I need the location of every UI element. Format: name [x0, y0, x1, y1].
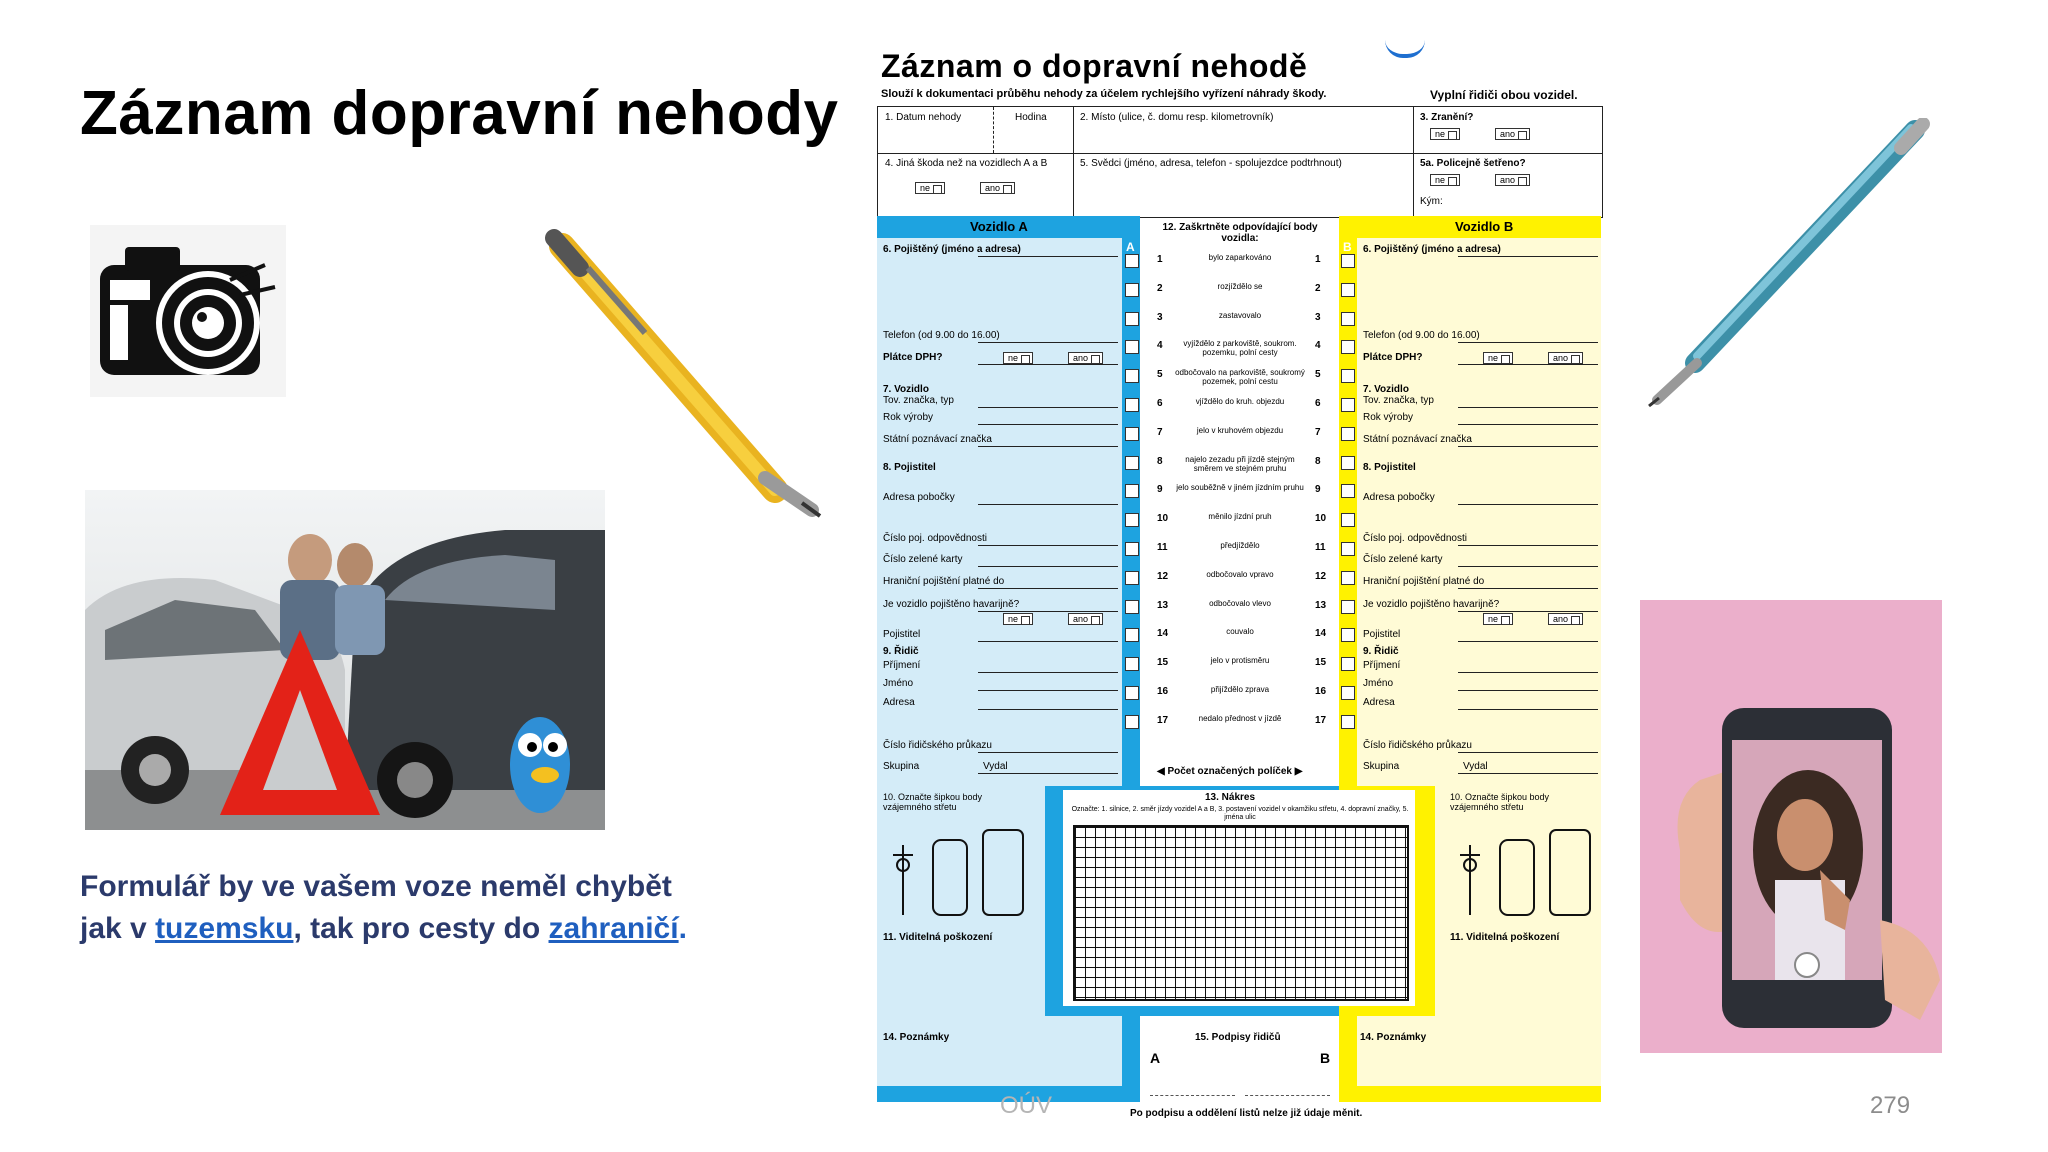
event-number-right: 16 — [1315, 686, 1327, 697]
event-checkbox-a[interactable] — [1125, 715, 1139, 729]
a-field-platce-dph: Plátce DPH? — [883, 352, 943, 363]
a-field-spz: Státní poznávací značka — [883, 434, 992, 445]
event-label: couvalo — [1226, 627, 1254, 637]
event-label: předjíždělo — [1220, 541, 1260, 550]
field-policie: 5a. Policejně šetřeno? — [1420, 158, 1526, 169]
event-number-right: 15 — [1315, 657, 1327, 669]
b-input-line[interactable] — [1458, 407, 1598, 408]
a-field-skupina: Skupina — [883, 761, 920, 772]
a-f10: 10. Označte šipkou body vzájemného střetu — [883, 792, 983, 812]
b-input-line[interactable] — [1458, 709, 1598, 710]
field-svedci: 5. Svědci (jméno, adresa, telefon - spolujezdce podtrhnout) — [1080, 158, 1342, 169]
event-number-left: 9 — [1157, 484, 1163, 496]
event-checkbox-a[interactable] — [1125, 312, 1139, 326]
event-number-right: 8 — [1315, 455, 1321, 467]
event-checkbox-b[interactable] — [1341, 398, 1355, 412]
form-subtitle: Slouží k dokumentaci průběhu nehody za účelem rychlejšího vyřízení náhrady škody. — [881, 88, 1327, 100]
a-field-f6: 6. Pojištěný (jméno a adresa) — [883, 244, 1021, 255]
event-checkbox-b[interactable] — [1341, 312, 1355, 326]
b-havarijne-ne[interactable]: ne — [1483, 613, 1513, 625]
a-input-line[interactable] — [978, 424, 1118, 425]
bottom-note: Po podpisu a oddělení listů nelze již údaje měnit. — [1130, 1108, 1363, 1119]
field-zraneni: 3. Zranění? — [1420, 112, 1474, 123]
field-datum: 1. Datum nehody — [885, 112, 962, 123]
zraneni-ne[interactable]: ne — [1430, 128, 1460, 140]
footer-label: OÚV — [1000, 1092, 1053, 1119]
b-input-line[interactable] — [1458, 545, 1598, 546]
event-label: odbočovalo vpravo — [1206, 569, 1274, 579]
b-field-prijmeni: Příjmení — [1363, 660, 1401, 671]
b-field-spz: Státní poznávací značka — [1363, 434, 1472, 445]
b-field-adresa: Adresa — [1363, 697, 1395, 708]
accident-report-form — [875, 40, 1605, 1135]
a-field-f8: 8. Pojistitel — [883, 462, 936, 473]
field-misto: 2. Místo (ulice, č. domu resp. kilometrovník) — [1080, 112, 1274, 123]
b-input-line[interactable] — [1458, 690, 1598, 691]
event-number-left: 10 — [1157, 513, 1169, 525]
b-field-telefon: Telefon (od 9.00 do 16.00) — [1363, 330, 1480, 341]
event-checkbox-a[interactable] — [1125, 369, 1139, 383]
b-input-line[interactable] — [1458, 588, 1598, 589]
b-input-line[interactable] — [1458, 611, 1598, 612]
event-checkbox-b[interactable] — [1341, 369, 1355, 383]
a-strip-lower — [1122, 1016, 1140, 1102]
event-number-left: 1 — [1157, 254, 1163, 265]
a-f14: 14. Poznámky — [883, 1032, 950, 1043]
event-checkbox-b[interactable] — [1341, 340, 1355, 354]
b-field-adresa-pobocky: Adresa pobočky — [1363, 492, 1435, 503]
a-input-line[interactable] — [978, 364, 1118, 365]
strip-letter-b: B — [1343, 240, 1352, 254]
event-checkbox-a[interactable] — [1125, 600, 1139, 614]
a-input-line[interactable] — [978, 545, 1118, 546]
a-platce_dph-ne[interactable]: ne — [1003, 352, 1033, 364]
event-checkbox-b[interactable] — [1341, 513, 1355, 527]
event-checkbox-b[interactable] — [1341, 283, 1355, 297]
a-input-line[interactable] — [978, 641, 1118, 642]
b-input-line[interactable] — [1458, 504, 1598, 505]
event-number-left: 17 — [1157, 714, 1169, 726]
event-number-left: 2 — [1157, 282, 1163, 294]
event-checkbox-a[interactable] — [1125, 657, 1139, 671]
event-number-left: 5 — [1157, 369, 1163, 381]
policie-ano[interactable]: ano — [1495, 174, 1530, 186]
event-checkbox-b[interactable] — [1341, 427, 1355, 441]
event-number-right: 13 — [1315, 599, 1327, 611]
b-havarijne-ano[interactable]: ano — [1548, 613, 1583, 625]
event-label: jelo v protisměru — [1210, 656, 1270, 666]
b-field-f9: 9. Řidič — [1363, 646, 1399, 657]
vehicle-a-column — [877, 216, 1122, 828]
vehicle-b-column — [1357, 216, 1601, 828]
signature-a-label: A — [1150, 1050, 1161, 1066]
b-field-pojistitel: Pojistitel — [1363, 629, 1401, 640]
b-input-line[interactable] — [1458, 256, 1598, 257]
field-kym: Kým: — [1420, 196, 1443, 207]
slide-note — [80, 866, 720, 950]
b-field-f6: 6. Pojištěný (jméno a adresa) — [1363, 244, 1501, 255]
a-input-line[interactable] — [978, 690, 1118, 691]
b-field-tov-znacka: Tov. značka, typ — [1363, 395, 1434, 406]
event-number-right: 4 — [1315, 340, 1321, 352]
b-field-f7: 7. Vozidlo — [1363, 384, 1409, 395]
event-number-right: 11 — [1315, 542, 1326, 553]
event-label: odbočovalo na parkoviště, soukromý pozemek, polní cestu — [1175, 368, 1305, 387]
a-field-telefon: Telefon (od 9.00 do 16.00) — [883, 330, 1000, 341]
b-vehicle-outlines — [1450, 825, 1600, 920]
event-checkbox-b[interactable] — [1341, 657, 1355, 671]
a-input-line[interactable] — [978, 672, 1118, 673]
camera-icon — [90, 225, 286, 397]
event-number-right: 7 — [1315, 426, 1321, 438]
event-checkbox-b[interactable] — [1341, 628, 1355, 642]
form-subtitle-right: Vyplní řidiči obou vozidel. — [1430, 88, 1578, 102]
b-input-line[interactable] — [1458, 446, 1598, 447]
a-platce_dph-ano[interactable]: ano — [1068, 352, 1103, 364]
a-field-tov-znacka: Tov. značka, typ — [883, 395, 954, 406]
event-checkbox-b[interactable] — [1341, 600, 1355, 614]
signatures-title: 15. Podpisy řidičů — [1195, 1032, 1281, 1043]
selfie-phone-photo — [1640, 600, 1942, 1053]
yellow-pen-icon — [540, 228, 830, 518]
b-field-rok: Rok výroby — [1363, 412, 1414, 423]
event-number-right: 1 — [1315, 254, 1321, 265]
b-field-havarijne: Je vozidlo pojištěno havarijně? — [1363, 599, 1500, 610]
event-label: jelo souběžně v jiném jízdním pruhu — [1176, 483, 1304, 493]
event-label: zastavovalo — [1218, 310, 1262, 320]
a-input-line[interactable] — [978, 566, 1118, 567]
a-input-line[interactable] — [978, 342, 1118, 343]
event-number-left: 13 — [1157, 599, 1169, 611]
a-input-line[interactable] — [978, 588, 1118, 589]
event-number-left: 11 — [1157, 542, 1168, 553]
event-number-left: 6 — [1157, 398, 1163, 409]
b-platce_dph-ano[interactable]: ano — [1548, 352, 1583, 364]
event-number-left: 3 — [1157, 311, 1163, 323]
b-input-line[interactable] — [1458, 641, 1598, 642]
b-field-platce-dph: Plátce DPH? — [1363, 352, 1423, 363]
a-input-line[interactable] — [978, 773, 1118, 774]
sketch-title: 13. Nákres — [1205, 792, 1256, 803]
event-checkbox-b[interactable] — [1341, 484, 1355, 498]
b-input-line[interactable] — [1458, 566, 1598, 567]
b-bottom-bar — [1357, 1086, 1601, 1102]
b-field-cislo-poj: Číslo poj. odpovědnosti — [1363, 533, 1467, 544]
a-field-ridicsky: Číslo řidičského průkazu — [883, 740, 992, 751]
event-label: odbočovalo vlevo — [1209, 598, 1271, 608]
a-havarijne-ne[interactable]: ne — [1003, 613, 1033, 625]
vehicle-b-title: Vozidlo B — [1455, 219, 1514, 234]
event-number-right: 5 — [1315, 369, 1321, 381]
field-skoda: 4. Jiná škoda než na vozidlech A a B — [885, 158, 1048, 169]
b-field-skupina: Skupina — [1363, 761, 1400, 772]
event-checkbox-b[interactable] — [1341, 456, 1355, 470]
link-zahranici[interactable]: zahraničí — [548, 912, 679, 945]
slide-title: Záznam dopravní nehody — [80, 79, 839, 148]
page-number: 279 — [1870, 1092, 1911, 1119]
event-checkbox-a[interactable] — [1125, 542, 1139, 556]
b-input-line[interactable] — [1458, 773, 1598, 774]
sketch-hint: Označte: 1. silnice, 2. směr jízdy vozidel A a B, 3. postavení vozidel v okamžiku střetu, 4. dopravní značky, 5. jména ulic — [1071, 806, 1409, 821]
section12-title: 12. Zaškrtněte odpovídající body vozidla: — [1162, 222, 1318, 244]
event-number-right: 6 — [1315, 398, 1321, 409]
event-checkbox-a[interactable] — [1125, 254, 1139, 268]
pocet-oznacenych: ◀ Počet označených políček ▶ — [1157, 766, 1303, 777]
sketch-grid[interactable] — [1073, 825, 1409, 1001]
event-number-left: 7 — [1157, 426, 1163, 438]
b-field-f8: 8. Pojistitel — [1363, 462, 1416, 473]
vehicle-a-title: Vozidlo A — [970, 219, 1028, 234]
b-input-line[interactable] — [1458, 752, 1598, 753]
signature-b-label: B — [1320, 1050, 1331, 1066]
event-checkbox-a[interactable] — [1125, 513, 1139, 527]
blue-pen-icon — [1645, 118, 1935, 408]
event-number-right: 14 — [1315, 628, 1327, 640]
event-number-left: 4 — [1157, 340, 1163, 352]
a-input-line[interactable] — [978, 446, 1118, 447]
note-text-3: . — [678, 912, 687, 945]
a-field-vydal: Vydal — [983, 761, 1008, 772]
field-hodina: Hodina — [1015, 112, 1047, 123]
event-label: bylo zaparkováno — [1208, 253, 1272, 262]
event-checkbox-a[interactable] — [1125, 628, 1139, 642]
a-havarijne-ano[interactable]: ano — [1068, 613, 1103, 625]
b-input-line[interactable] — [1458, 364, 1598, 365]
event-checkbox-a[interactable] — [1125, 398, 1139, 412]
note-text-1: Formulář by ve vašem voze neměl chybět jak v — [80, 870, 672, 945]
event-label: vjíždělo do kruh. objezdu — [1195, 397, 1285, 406]
b-field-ridicsky: Číslo řidičského průkazu — [1363, 740, 1472, 751]
event-checkbox-a[interactable] — [1125, 484, 1139, 498]
a-input-line[interactable] — [978, 611, 1118, 612]
a-field-hranicni: Hraniční pojištění platné do — [883, 576, 1005, 587]
a-input-line[interactable] — [978, 709, 1118, 710]
event-number-left: 15 — [1157, 657, 1169, 669]
a-input-line[interactable] — [978, 407, 1118, 408]
a-input-line[interactable] — [978, 752, 1118, 753]
car-accident-photo — [85, 490, 605, 830]
event-number-left: 12 — [1157, 570, 1169, 582]
a-field-jmeno: Jméno — [883, 678, 914, 689]
b-input-line[interactable] — [1458, 342, 1598, 343]
a-field-adresa: Adresa — [883, 697, 915, 708]
event-label: nedalo přednost v jízdě — [1198, 713, 1282, 723]
b-f14: 14. Poznámky — [1360, 1032, 1427, 1043]
a-field-prijmeni: Příjmení — [883, 660, 921, 671]
b-field-hranicni: Hraniční pojištění platné do — [1363, 576, 1485, 587]
event-number-right: 3 — [1315, 311, 1321, 323]
a-field-zelena-karta: Číslo zelené karty — [883, 554, 963, 565]
event-label: přijíždělo zprava — [1210, 685, 1270, 694]
b-f10: 10. Označte šipkou body vzájemného střetu — [1450, 792, 1550, 812]
strip-letter-a: A — [1126, 240, 1135, 254]
event-label: jelo v kruhovém objezdu — [1196, 425, 1284, 435]
event-checkbox-b[interactable] — [1341, 686, 1355, 700]
zraneni-ano[interactable]: ano — [1495, 128, 1530, 140]
link-tuzemsku[interactable]: tuzemsku — [155, 912, 294, 945]
event-number-right: 9 — [1315, 484, 1321, 496]
b-f11: 11. Viditelná poškození — [1450, 932, 1560, 943]
event-number-right: 2 — [1315, 282, 1321, 294]
b-field-vydal: Vydal — [1463, 761, 1488, 772]
a-field-rok: Rok výroby — [883, 412, 934, 423]
pocet-label: Počet označených políček — [1167, 766, 1292, 777]
a-input-line[interactable] — [978, 256, 1118, 257]
signature-b-line[interactable] — [1245, 1095, 1330, 1097]
event-number-left: 16 — [1157, 686, 1169, 697]
event-checkbox-a[interactable] — [1125, 283, 1139, 297]
b-field-zelena-karta: Číslo zelené karty — [1363, 554, 1443, 565]
signature-a-line[interactable] — [1150, 1095, 1235, 1097]
event-number-right: 17 — [1315, 714, 1327, 726]
a-f11: 11. Viditelná poškození — [883, 932, 993, 943]
skoda-ne[interactable]: ne — [915, 182, 945, 194]
a-field-havarijne: Je vozidlo pojištěno havarijně? — [883, 599, 1020, 610]
b-input-line[interactable] — [1458, 672, 1598, 673]
event-checkbox-a[interactable] — [1125, 571, 1139, 585]
skoda-ano[interactable]: ano — [980, 182, 1015, 194]
event-checkbox-b[interactable] — [1341, 571, 1355, 585]
event-checkbox-a[interactable] — [1125, 456, 1139, 470]
b-input-line[interactable] — [1458, 424, 1598, 425]
event-checkbox-a[interactable] — [1125, 427, 1139, 441]
event-number-left: 8 — [1157, 455, 1163, 467]
a-input-line[interactable] — [978, 504, 1118, 505]
form-title: Záznam o dopravní nehodě — [881, 48, 1308, 84]
note-text-2: , tak pro cesty do — [293, 912, 549, 945]
event-checkbox-a[interactable] — [1125, 686, 1139, 700]
event-label: vyjíždělo z parkoviště, soukrom. pozemku, polní cesty — [1183, 339, 1297, 358]
event-checkbox-b[interactable] — [1341, 715, 1355, 729]
a-field-cislo-poj: Číslo poj. odpovědnosti — [883, 533, 987, 544]
b-field-jmeno: Jméno — [1363, 678, 1394, 689]
a-vehicle-outlines — [883, 825, 1033, 920]
event-checkbox-b[interactable] — [1341, 254, 1355, 268]
policie-ne[interactable]: ne — [1430, 174, 1460, 186]
b-platce_dph-ne[interactable]: ne — [1483, 352, 1513, 364]
event-label: najelo zezadu při jízdě stejným směrem ve stejném pruhu — [1185, 454, 1295, 473]
a-field-adresa-pobocky: Adresa pobočky — [883, 492, 955, 503]
a-field-f9: 9. Řidič — [883, 646, 919, 657]
event-label: rozjíždělo se — [1217, 281, 1263, 291]
event-number-right: 12 — [1315, 570, 1327, 582]
a-field-pojistitel: Pojistitel — [883, 629, 921, 640]
event-label: měnilo jízdní pruh — [1208, 512, 1272, 522]
event-number-left: 14 — [1157, 628, 1169, 640]
b-strip-lower — [1339, 1016, 1357, 1102]
a-field-f7: 7. Vozidlo — [883, 384, 929, 395]
form-top-arc — [1385, 40, 1425, 58]
event-checkbox-a[interactable] — [1125, 340, 1139, 354]
event-checkbox-b[interactable] — [1341, 542, 1355, 556]
event-number-right: 10 — [1315, 513, 1327, 525]
